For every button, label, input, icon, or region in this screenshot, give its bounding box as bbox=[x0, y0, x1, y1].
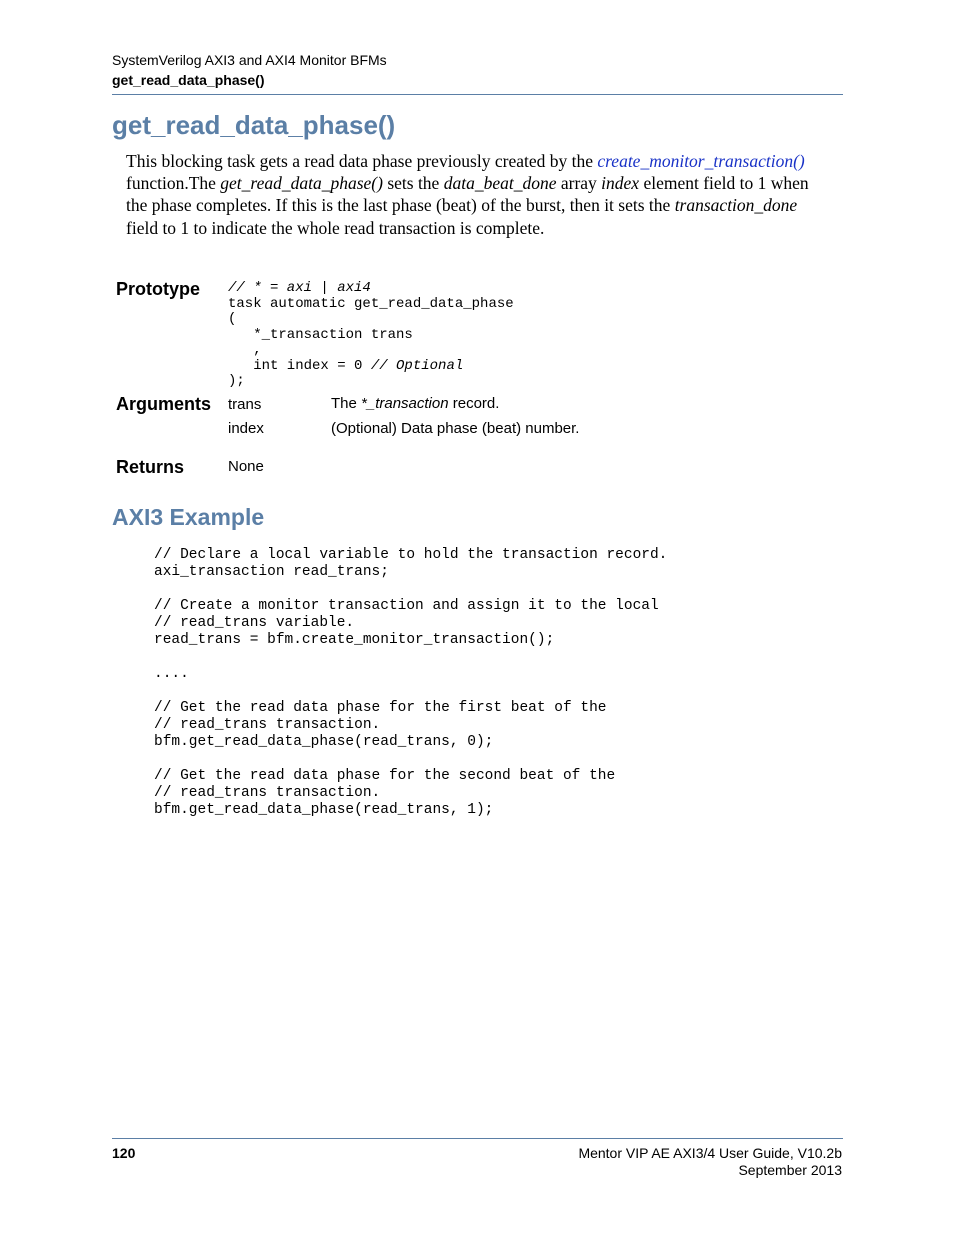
argument-description-text: The bbox=[331, 395, 362, 412]
prototype-line: ); bbox=[228, 373, 245, 389]
description-emphasis: transaction_done bbox=[674, 195, 798, 216]
example-code-block: // Declare a local variable to hold the transaction record. axi_transaction read_trans; // Create a monitor transaction and assign it to the local // read_trans variable. read_trans = bfm.create_monitor_transaction(); .... // Get the read data phase for the first beat of the // read_trans transaction. bfm.get_read_data_phase(read_trans, 0); // Get the read data phase for the second beat of the // read_trans transaction. bfm.get_read_data_phase(read_trans, 1); bbox=[154, 547, 668, 818]
footer-rule bbox=[112, 1138, 843, 1139]
description-text: field to 1 to indicate the whole read transaction is complete. bbox=[126, 217, 545, 238]
prototype-line: *_transaction trans bbox=[228, 326, 413, 343]
description-paragraph bbox=[126, 150, 826, 239]
argument-name: index bbox=[228, 420, 264, 437]
footer-date: September 2013 bbox=[738, 1162, 842, 1178]
description-emphasis: data_beat_done bbox=[443, 173, 557, 194]
running-header-topic: get_read_data_phase() bbox=[112, 72, 265, 88]
returns-value: None bbox=[228, 458, 264, 475]
argument-description-text: record. bbox=[448, 395, 500, 412]
description-text: element field to 1 when the phase completes. If this is the last phase (beat) of the burst, then it sets the bbox=[126, 173, 809, 216]
header-rule bbox=[112, 94, 843, 95]
page-title: get_read_data_phase() bbox=[112, 110, 396, 140]
prototype-code bbox=[228, 281, 514, 390]
description-emphasis: index bbox=[601, 173, 640, 194]
prototype-comment: // * = axi | axi4 bbox=[228, 280, 371, 296]
prototype-line: task automatic get_read_data_phase bbox=[228, 295, 514, 312]
prototype-label: Prototype bbox=[116, 279, 201, 299]
prototype-comment: // Optional bbox=[370, 357, 464, 374]
prototype-line: ( bbox=[228, 311, 237, 327]
argument-description bbox=[331, 395, 499, 412]
returns-label: Returns bbox=[116, 457, 185, 477]
description-text: function.The bbox=[126, 173, 221, 194]
arguments-label: Arguments bbox=[116, 394, 212, 414]
footer-guide-title: Mentor VIP AE AXI3/4 User Guide, V10.2b bbox=[578, 1145, 842, 1161]
running-header-section: SystemVerilog AXI3 and AXI4 Monitor BFMs bbox=[112, 52, 387, 68]
prototype-line: , bbox=[228, 342, 262, 358]
page-number: 120 bbox=[112, 1145, 136, 1161]
description-text: This blocking task gets a read data phase previously created by the bbox=[126, 151, 598, 171]
description-emphasis: get_read_data_phase() bbox=[220, 173, 383, 194]
create-monitor-transaction-link[interactable]: create_monitor_transaction() bbox=[597, 151, 805, 171]
description-text: array bbox=[556, 173, 602, 194]
argument-name: trans bbox=[228, 396, 262, 413]
argument-description: (Optional) Data phase (beat) number. bbox=[331, 420, 580, 437]
prototype-line: int index = 0 bbox=[228, 357, 371, 374]
description-text: sets the bbox=[382, 173, 444, 194]
example-heading: AXI3 Example bbox=[112, 504, 265, 530]
argument-description-emphasis: *_transaction bbox=[361, 395, 449, 412]
